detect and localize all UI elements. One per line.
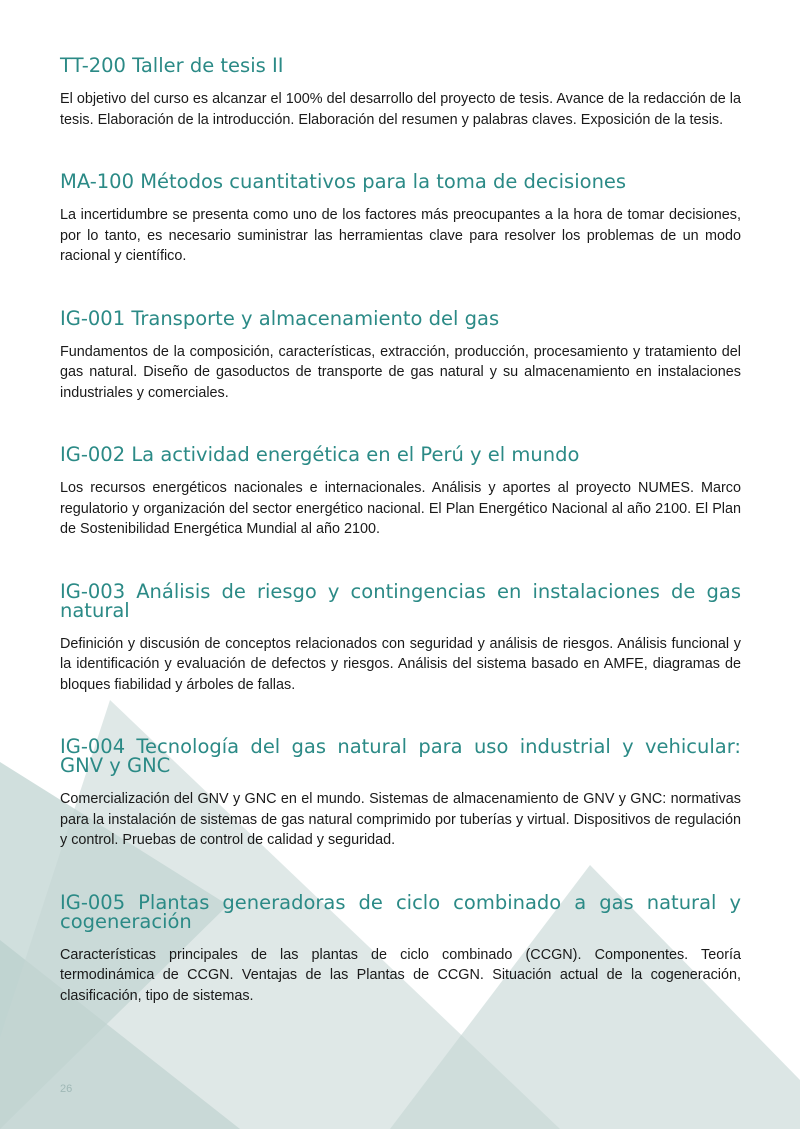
course-title: IG-003 Análisis de riesgo y contingencias en instalaciones de gas natural	[60, 579, 741, 622]
course-description: Definición y discusión de conceptos relacionados con seguridad y análisis de riesgos. Análisis funcional y la identificación y evaluación de defectos y riesgos. Análisis del sistema basado en AMFE, diagramas de bloques fiabilidad y árboles de fallas.	[60, 635, 741, 693]
course-title: IG-002 La actividad energética en el Perú y el mundo	[60, 443, 580, 466]
course-title: TT-200 Taller de tesis II	[60, 54, 284, 77]
course-entry	[60, 172, 741, 267]
course-list	[60, 56, 741, 1048]
course-description: Fundamentos de la composición, características, extracción, producción, procesamiento y tratamiento del gas natural. Diseño de gasoductos de transporte de gas natural y su almacenamiento en instalaciones industriales y comerciales.	[60, 343, 741, 401]
course-title: IG-001 Transporte y almacenamiento del gas	[60, 306, 500, 330]
course-entry	[60, 579, 741, 696]
course-description: Características principales de las plantas de ciclo combinado (CCGN). Componentes. Teoría termodinámica de CCGN. Ventajas de las Plantas de CCGN. Situación actual de la cogeneración, clasificación, tipo de sistemas.	[60, 946, 741, 1004]
page-number: 26	[60, 1083, 73, 1095]
course-title: IG-004 Tecnología del gas natural para uso industrial y vehicular: GNV y GNC	[60, 735, 741, 777]
course-entry	[60, 306, 741, 404]
course-entry	[60, 56, 741, 130]
course-description: La incertidumbre se presenta como uno de los factores más preocupantes a la hora de tomar decisiones, por lo tanto, es necesario suministrar las herramientas clave para resolver los problemas de un modo racional y científico.	[60, 207, 741, 264]
course-title: MA-100 Métodos cuantitativos para la toma de decisiones	[60, 170, 627, 193]
course-description: Comercialización del GNV y GNC en el mundo. Sistemas de almacenamiento de GNV y GNC: normativas para la instalación de sistemas de gas natural comprimido por tuberías y virtual. Dispositivos de regulación y control. Pruebas de control de calidad y seguridad.	[60, 791, 741, 848]
course-entry	[60, 890, 741, 1007]
course-title: IG-005 Plantas generadoras de ciclo combinado a gas natural y cogeneración	[60, 890, 741, 933]
course-description: El objetivo del curso es alcanzar el 100% del desarrollo del proyecto de tesis. Avance de la redacción de la tesis. Elaboración de la introducción. Elaboración del resumen y palabras claves. Exposición de la tesis.	[60, 91, 741, 128]
course-entry	[60, 445, 741, 540]
course-description: Los recursos energéticos nacionales e internacionales. Análisis y aportes al proyecto NUMES. Marco regulatorio y organización del sector energético nacional. El Plan Energético Nacional al año 2100. El Plan de Sostenibilidad Energética Mundial al año 2100.	[60, 480, 741, 537]
course-entry	[60, 737, 741, 851]
